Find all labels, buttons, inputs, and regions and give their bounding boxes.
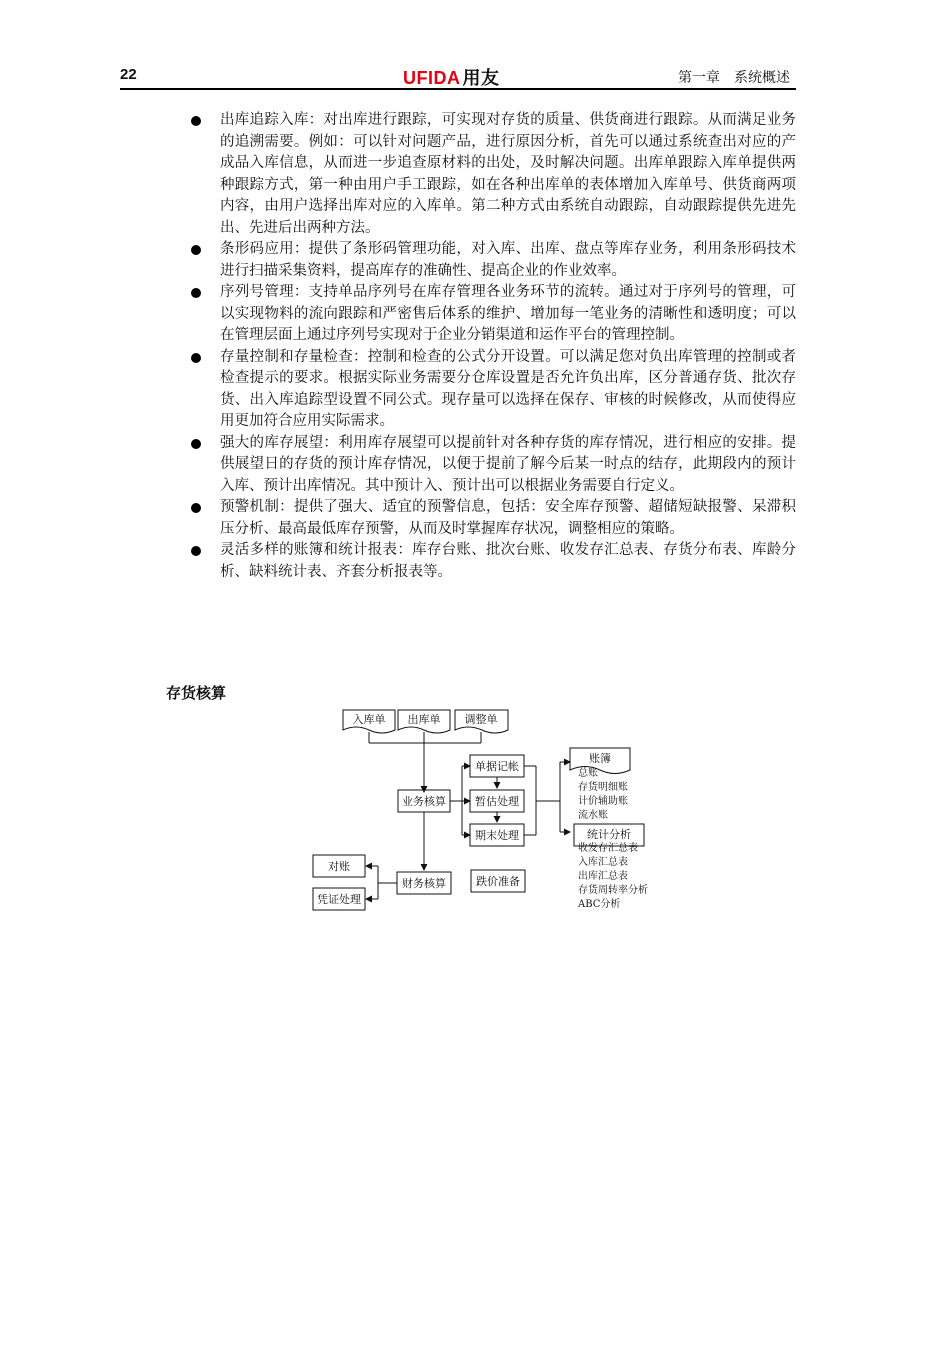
list-item	[188, 433, 796, 498]
list-item	[188, 110, 796, 239]
list-item-text: 出库追踪入库：对出库进行跟踪，可实现对存货的质量、供货商进行跟踪。从而满足业务的追溯需要。例如：可以针对问题产品，进行原因分析，首先可以通过系统查出对应的产成品入库信息，从而进一步追查原材料的出处，及时解决问题。出库单跟踪入库单提供两种跟踪方式，第一种由用户手工跟踪，如在各种出库单的表体增加入库单号、供货商两项内容，由用户选择出库对应的入库单。第二种方式由系统自动跟踪，自动跟踪提供先进先出、先进后出两种方法。	[220, 112, 796, 236]
list-item	[188, 497, 796, 540]
list-item-text: 条形码应用：提供了条形码管理功能，对入库、出库、盘点等库存业务，利用条形码技术进行扫描采集资料，提高库存的准确性、提高企业的作业效率。	[220, 241, 796, 279]
reconcile-label: 对账	[328, 860, 350, 873]
chapter-heading	[678, 67, 790, 87]
doc-label: 出库单	[407, 713, 441, 726]
ledger-item: 计价辅助账	[578, 796, 628, 807]
brand-chinese: 用友	[462, 68, 500, 88]
step-label: 期末处理	[475, 829, 519, 842]
inventory-accounting-diagram	[300, 700, 680, 915]
list-item	[188, 540, 796, 583]
chapter-number: 第一章	[678, 70, 720, 86]
bullet-dot-icon	[191, 439, 201, 449]
bullet-dot-icon	[191, 288, 201, 298]
step-label: 单据记帐	[475, 760, 519, 773]
bullet-dot-icon	[191, 245, 201, 255]
stats-item: ABC分析	[578, 899, 621, 910]
stats-item: 出库汇总表	[578, 871, 628, 882]
chapter-title: 系统概述	[734, 70, 790, 86]
doc-label: 调整单	[464, 713, 498, 726]
list-item-text: 序列号管理：支持单品序列号在库存管理各业务环节的流转。通过对于序列号的管理，可以实现物料的流向跟踪和严密售后体系的维护、增加每一笔业务的清晰性和透明度；可以在管理层面上通过序列号实现对于企业分销渠道和运作平台的管理控制。	[220, 284, 796, 343]
price-reserve-label: 跌价准备	[476, 875, 520, 888]
ledger-item: 存货明细账	[578, 782, 628, 793]
step-label: 暂估处理	[475, 795, 519, 808]
doc-label: 入库单	[352, 713, 386, 726]
bullet-dot-icon	[191, 116, 201, 126]
ledger-item: 总账	[578, 768, 598, 779]
bullet-dot-icon	[191, 503, 201, 513]
section-heading: 存货核算	[166, 684, 227, 702]
finance-label: 财务核算	[402, 877, 446, 890]
business-label: 业务核算	[402, 795, 446, 808]
stats-item: 存货周转率分析	[578, 885, 648, 896]
list-item-text: 预警机制：提供了强大、适宜的预警信息，包括：安全库存预警、超储短缺报警、呆滞积压分析、最高最低库存预警，从而及时掌握库存状况，调整相应的策略。	[220, 499, 796, 537]
list-item	[188, 347, 796, 433]
list-item	[188, 282, 796, 347]
page-header	[120, 64, 796, 90]
page-number: 22	[120, 66, 137, 83]
feature-list	[188, 110, 796, 583]
ledger-title: 账簿	[589, 752, 611, 765]
list-item-text: 强大的库存展望：利用库存展望可以提前针对各种存货的库存情况，进行相应的安排。提供展望日的存货的预计库存情况，以便于提前了解今后某一时点的结存，此期段内的预计入库、预计出库情况。其中预计入、预计出可以根据业务需要自行定义。	[220, 434, 796, 494]
list-item-text: 灵活多样的账簿和统计报表：库存台账、批次台账、收发存汇总表、存货分布表、库龄分析、缺料统计表、齐套分析报表等。	[220, 542, 796, 580]
stats-title: 统计分析	[587, 828, 631, 841]
stats-item: 入库汇总表	[578, 857, 628, 868]
brand-latin: UFIDA	[403, 68, 461, 88]
list-item	[188, 239, 796, 282]
list-item-text: 存量控制和存量检查：控制和检查的公式分开设置。可以满足您对负出库管理的控制或者检查提示的要求。根据实际业务需要分仓库设置是否允许负出库，区分普通存货、批次存货、出入库追踪型设置不同公式。现存量可以选择在保存、审核的时候修改，从而使得应用更加符合应用实际需求。	[220, 348, 796, 429]
bullet-dot-icon	[191, 353, 201, 363]
voucher-label: 凭证处理	[317, 893, 361, 906]
bullet-dot-icon	[191, 546, 201, 556]
ufida-logo	[403, 64, 500, 90]
ledger-item: 流水账	[578, 810, 608, 821]
stats-item: 收发存汇总表	[578, 843, 638, 854]
